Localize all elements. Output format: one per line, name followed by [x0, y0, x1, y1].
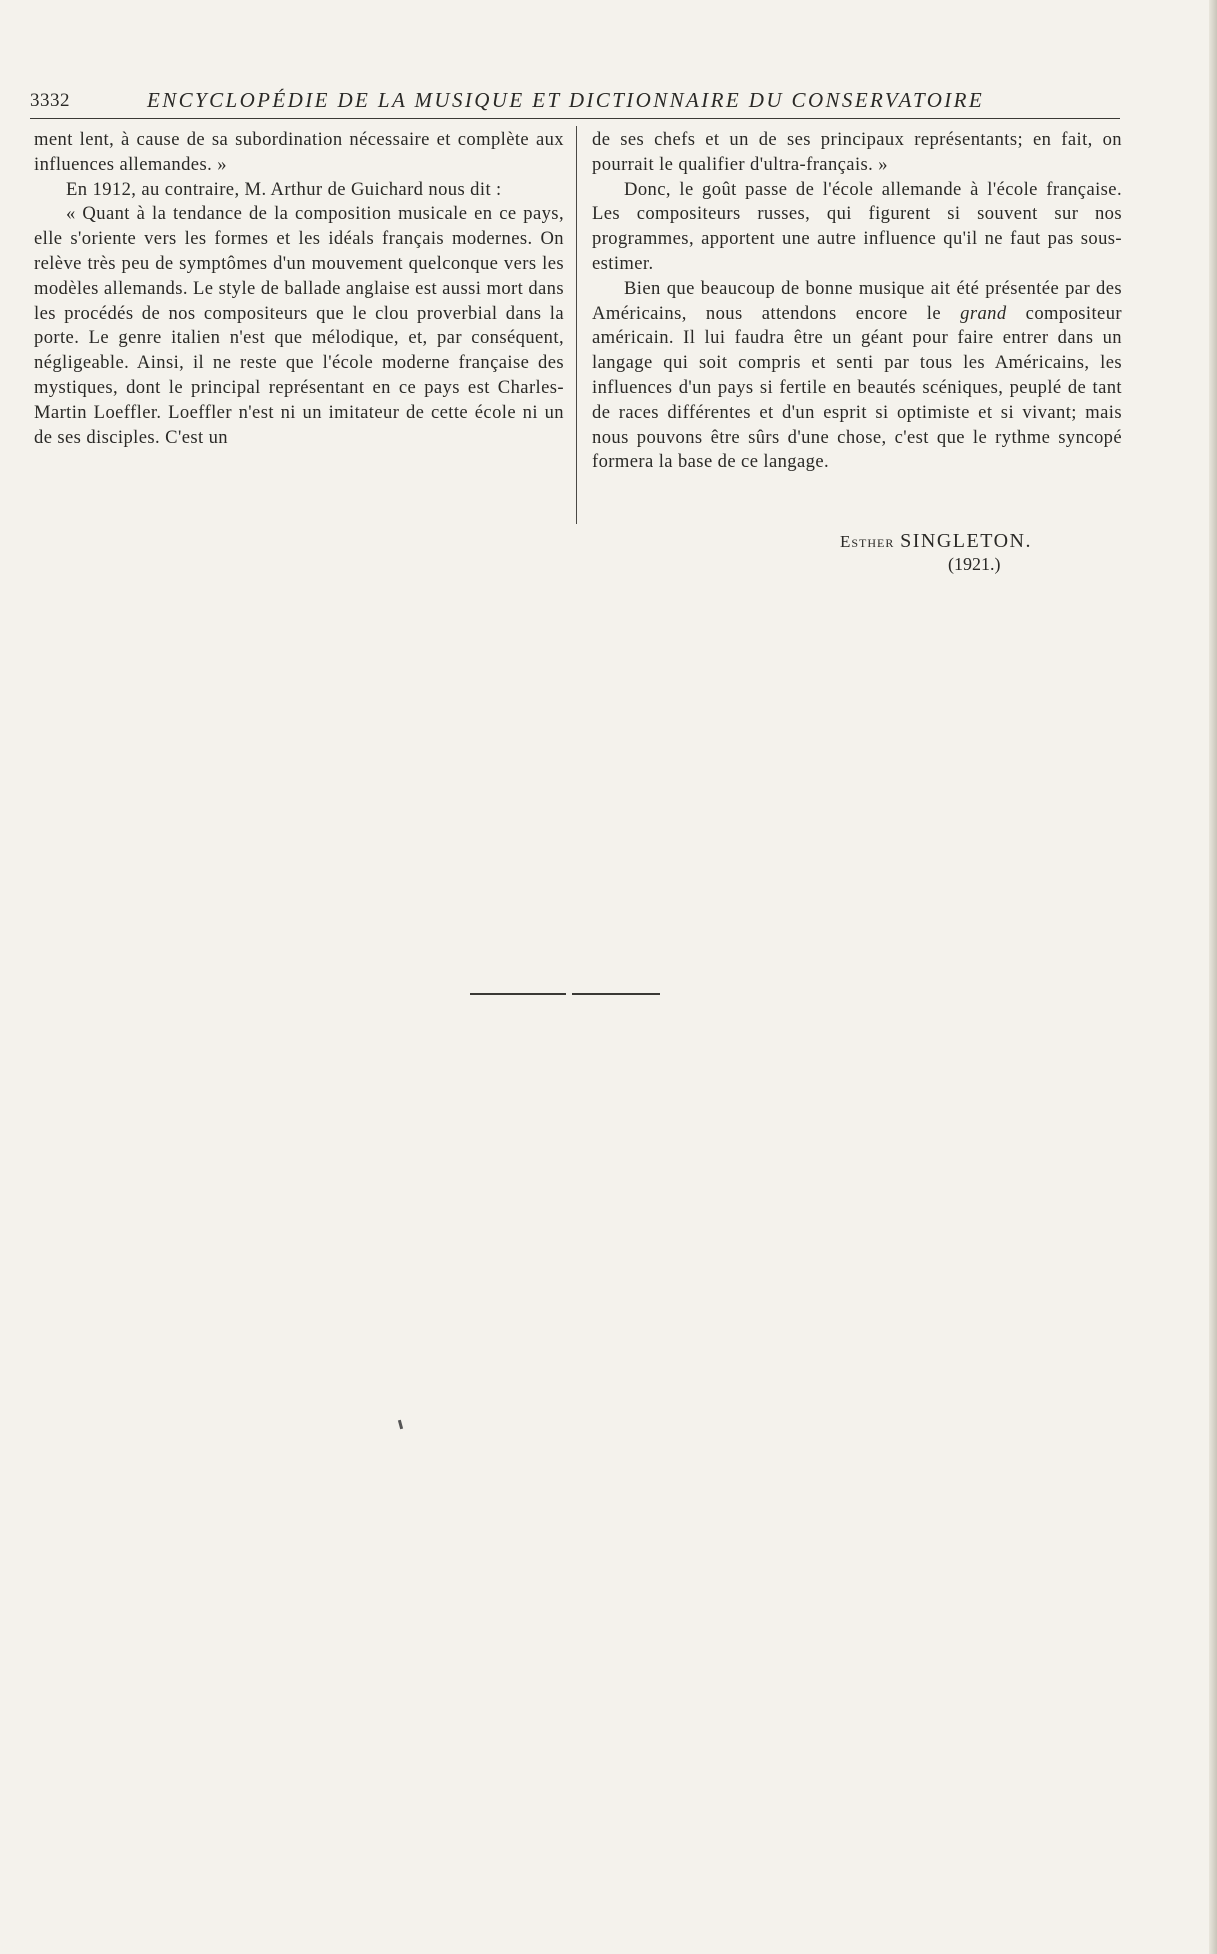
left-column [34, 128, 564, 450]
left-paragraph-3-quote: « Quant à la tendance de la composition musicale en ce pays, elle s'oriente vers les formes et les idéals français modernes. On relève très peu de symptômes d'un mouvement quelconque vers les modèles allemands. Le style de ballade anglaise est aussi mort dans les procédés de nos compositeurs que le clou proverbial dans la porte. Le genre italien n'est que mélodique, et, par conséquent, négligeable. Ainsi, il ne reste que l'école moderne française des mystiques, dont le principal représentant en ce pays est Charles-Martin Loeffler. Loeffler n'est ni un imitateur de cette école ni un de ses disciples. C'est un [34, 203, 564, 448]
author-last-name: SINGLETON. [900, 530, 1032, 552]
italic-word-grand: grand [960, 302, 1007, 324]
right-paragraph-2: Donc, le goût passe de l'école allemande à l'école française. Les compositeurs russes, qui figurent si souvent sur nos programmes, apportent une autre influence qu'il ne faut pas sous-estimer. [592, 178, 1122, 274]
signature-date: (1921.) [948, 554, 1001, 574]
author-first-name: Esther [840, 532, 895, 551]
page-number: 3332 [30, 90, 70, 111]
running-title: ENCYCLOPÉDIE DE LA MUSIQUE ET DICTIONNAIRE DU CONSERVATOIRE [147, 88, 985, 112]
page-header [30, 88, 1120, 119]
right-paragraph-3-start: Bien que beaucoup de bonne musique ait été présentée par des Américains, nous attendons encore le [592, 277, 1122, 324]
end-rule-right [572, 993, 660, 995]
right-paragraph-3 [592, 277, 1122, 475]
right-paragraph-3-end: compositeur américain. Il lui faudra être un géant pour faire entrer dans un langage qui soit compris et senti par tous les Américains, les influences d'un pays si fertile en beautés scéniques, peuplé de tant de races différentes et d'un esprit si optimiste et si vivant; mais nous pouvons être sûrs d'une chose, c'est que le rythme syncopé formera la base de ce langage. [592, 302, 1122, 473]
page-edge-shadow [1209, 0, 1217, 1954]
right-paragraph-1: de ses chefs et un de ses principaux représentants; en fait, on pourrait le qualifier d'ultra-français. » [592, 129, 1122, 175]
author-signature [840, 530, 1032, 553]
right-column [592, 128, 1122, 475]
ink-speck [398, 1420, 403, 1429]
end-rule-left [470, 993, 566, 995]
left-paragraph-1: ment lent, à cause de sa subordination nécessaire et complète aux influences allemandes. » [34, 129, 564, 175]
column-divider [576, 126, 577, 524]
left-paragraph-2: En 1912, au contraire, M. Arthur de Guichard nous dit : [66, 178, 502, 200]
